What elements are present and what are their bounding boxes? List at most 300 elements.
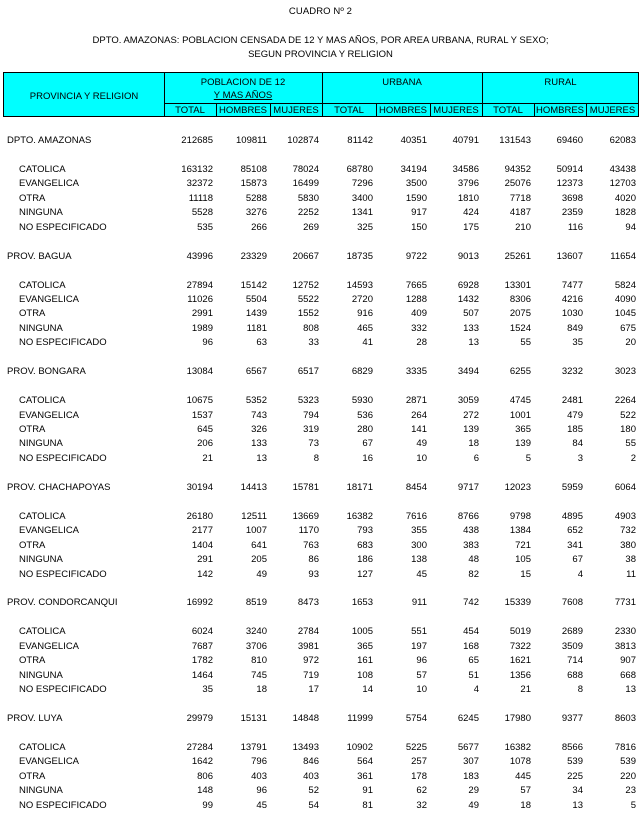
cell-rural-mujeres: 7816 [614,742,636,753]
cell-rural-mujeres: 2330 [614,626,636,637]
cell-urbana-total: 161 [357,655,373,666]
header-poblacion-line-2: Y MAS AÑOS [213,90,273,101]
cell-urbana-mujeres: 40791 [452,135,479,146]
header-rural: RURAL [544,77,577,88]
cell-poblacion-total: 26180 [186,511,213,522]
cell-urbana-hombres: 10 [416,684,427,695]
cell-rural-mujeres: 38 [625,554,636,565]
cell-rural-mujeres: 20 [625,337,636,348]
cell-rural-hombres: 688 [567,670,583,681]
header-poblacion-hombres: HOMBRES [218,105,268,116]
cell-rural-mujeres: 6064 [614,482,636,493]
table-row [0,279,641,293]
religion-label: NO ESPECIFICADO [19,337,107,348]
cell-urbana-total: 1341 [351,207,373,218]
cell-urbana-hombres: 5225 [405,742,427,753]
table-row [0,221,641,235]
cell-rural-mujeres: 522 [620,410,636,421]
cell-poblacion-mujeres: 8 [313,453,319,464]
cell-urbana-hombres: 150 [411,222,427,233]
religion-label: OTRA [19,655,46,666]
cell-rural-mujeres: 4090 [614,294,636,305]
section-label: PROV. BAGUA [7,251,72,262]
cell-urbana-total: 325 [357,222,373,233]
table-title-line-2: SEGUN PROVINCIA Y RELIGION [248,49,393,60]
cell-poblacion-mujeres: 5323 [297,395,319,406]
religion-label: EVANGELICA [19,756,80,767]
cell-rural-hombres: 4 [577,569,583,580]
table-row [0,510,641,524]
cell-poblacion-hombres: 810 [251,655,267,666]
cell-rural-total: 7718 [509,193,531,204]
religion-label: NINGUNA [19,785,63,796]
cell-urbana-hombres: 300 [411,540,427,551]
cell-rural-total: 4187 [509,207,531,218]
table-row [0,625,641,639]
cell-poblacion-mujeres: 15781 [292,482,319,493]
cell-urbana-mujeres: 272 [463,410,479,421]
section-total-row [0,365,641,379]
cell-poblacion-hombres: 6567 [245,366,267,377]
header-rural-mujeres: MUJERES [589,105,636,116]
cell-rural-mujeres: 11654 [610,251,636,262]
religion-label: NO ESPECIFICADO [19,453,107,464]
cell-rural-total: 9798 [509,511,531,522]
religion-label: NO ESPECIFICADO [19,569,107,580]
header-poblacion-total: TOTAL [175,105,205,116]
cell-poblacion-total: 11026 [187,294,213,305]
cell-rural-total: 17980 [504,713,531,724]
cell-rural-hombres: 3509 [561,641,583,652]
cell-poblacion-hombres: 45 [256,800,267,811]
cell-poblacion-mujeres: 269 [303,222,319,233]
cell-urbana-hombres: 551 [411,626,427,637]
cell-urbana-total: 916 [357,308,373,319]
cell-poblacion-total: 35 [202,684,213,695]
cell-urbana-mujeres: 742 [463,597,479,608]
cell-urbana-mujeres: 307 [463,756,479,767]
cell-poblacion-mujeres: 13669 [292,511,319,522]
cell-urbana-mujeres: 48 [468,554,479,565]
cell-rural-hombres: 9377 [561,713,583,724]
table-row [0,524,641,538]
cell-poblacion-hombres: 23329 [240,251,267,262]
cell-urbana-hombres: 5754 [405,713,427,724]
cell-urbana-total: 280 [357,424,373,435]
cell-rural-total: 1078 [509,756,531,767]
cell-rural-total: 15 [520,569,531,580]
religion-label: CATOLICA [19,626,66,637]
religion-label: CATOLICA [19,280,66,291]
table-row [0,683,641,697]
header-urbana: URBANA [382,77,422,88]
religion-label: NINGUNA [19,554,63,565]
cell-urbana-mujeres: 1432 [457,294,479,305]
cell-poblacion-mujeres: 808 [303,323,319,334]
cell-poblacion-hombres: 266 [251,222,267,233]
cell-rural-hombres: 479 [567,410,583,421]
cell-poblacion-total: 806 [197,771,213,782]
cell-poblacion-total: 1782 [191,655,213,666]
cell-urbana-mujeres: 168 [463,641,479,652]
cell-rural-total: 1524 [509,323,531,334]
cell-rural-hombres: 84 [572,438,583,449]
table-row [0,640,641,654]
cell-poblacion-mujeres: 102874 [287,135,319,146]
section-label: PROV. LUYA [7,713,63,724]
cell-rural-mujeres: 13 [625,684,636,695]
cell-poblacion-mujeres: 8473 [297,597,319,608]
cell-rural-hombres: 3698 [561,193,583,204]
religion-label: EVANGELICA [19,525,80,536]
table-row [0,654,641,668]
cell-rural-mujeres: 2 [630,453,636,464]
cell-rural-total: 139 [515,438,531,449]
cell-urbana-mujeres: 65 [468,655,479,666]
cell-rural-mujeres: 8603 [614,713,636,724]
cell-poblacion-total: 1989 [191,323,213,334]
header-poblacion-line-1: POBLACION DE 12 [200,77,286,88]
cell-urbana-mujeres: 49 [468,800,479,811]
cell-poblacion-total: 30194 [186,482,213,493]
table-row [0,553,641,567]
cell-poblacion-total: 6024 [191,626,213,637]
cell-poblacion-hombres: 5288 [245,193,267,204]
religion-label: NINGUNA [19,438,63,449]
table-row [0,669,641,683]
cell-urbana-hombres: 3500 [405,178,427,189]
table-row [0,307,641,321]
cell-urbana-total: 1653 [351,597,373,608]
cell-rural-mujeres: 23 [625,785,636,796]
cell-poblacion-total: 535 [197,222,213,233]
cell-urbana-mujeres: 438 [463,525,479,536]
cell-urbana-total: 81142 [347,135,373,146]
cell-urbana-total: 536 [357,410,373,421]
cell-rural-total: 105 [515,554,531,565]
cell-poblacion-mujeres: 13493 [292,742,319,753]
cell-poblacion-hombres: 14413 [240,482,267,493]
cell-rural-hombres: 7477 [561,280,583,291]
section-label: PROV. BONGARA [7,366,86,377]
cell-urbana-hombres: 10 [416,453,427,464]
cell-poblacion-mujeres: 54 [308,800,319,811]
cell-urbana-hombres: 355 [411,525,427,536]
religion-label: NINGUNA [19,323,63,334]
cell-rural-mujeres: 5824 [614,280,636,291]
cell-rural-mujeres: 4903 [614,511,636,522]
cell-rural-hombres: 652 [567,525,583,536]
cell-poblacion-mujeres: 763 [303,540,319,551]
cell-rural-mujeres: 43438 [609,164,636,175]
cell-urbana-mujeres: 51 [468,670,479,681]
cell-urbana-hombres: 8454 [405,482,427,493]
religion-label: OTRA [19,771,46,782]
religion-label: EVANGELICA [19,410,80,421]
cell-poblacion-total: 2177 [191,525,213,536]
section-total-row [0,134,641,148]
cell-urbana-hombres: 7665 [405,280,427,291]
cell-urbana-mujeres: 3796 [457,178,479,189]
cell-poblacion-total: 148 [197,785,213,796]
cell-rural-hombres: 8 [577,684,583,695]
cell-rural-hombres: 5959 [561,482,583,493]
religion-label: NINGUNA [19,207,63,218]
cell-poblacion-hombres: 3240 [245,626,267,637]
cell-rural-total: 21 [520,684,531,695]
cell-rural-hombres: 13607 [556,251,583,262]
cell-poblacion-total: 16992 [186,597,213,608]
cell-rural-total: 15339 [504,597,531,608]
cell-poblacion-mujeres: 846 [303,756,319,767]
cell-urbana-total: 365 [357,641,373,652]
cell-poblacion-mujeres: 794 [303,410,319,421]
cell-poblacion-hombres: 96 [256,785,267,796]
cell-urbana-total: 14 [362,684,373,695]
cell-poblacion-total: 96 [202,337,213,348]
religion-label: CATOLICA [19,742,66,753]
cell-urbana-total: 2720 [351,294,373,305]
cell-rural-mujeres: 7731 [614,597,636,608]
cell-poblacion-total: 27284 [186,742,213,753]
cell-poblacion-hombres: 1007 [245,525,267,536]
cell-urbana-total: 5930 [351,395,373,406]
table-row [0,322,641,336]
cell-urbana-hombres: 141 [411,424,427,435]
cell-urbana-mujeres: 13 [468,337,479,348]
table-row [0,206,641,220]
cell-urbana-total: 127 [357,569,373,580]
cell-poblacion-mujeres: 972 [303,655,319,666]
cell-poblacion-hombres: 8519 [245,597,267,608]
cell-rural-mujeres: 907 [620,655,636,666]
cell-urbana-total: 3400 [351,193,373,204]
cell-poblacion-hombres: 85108 [240,164,267,175]
cell-poblacion-total: 645 [197,424,213,435]
cell-urbana-total: 1005 [351,626,373,637]
cell-urbana-total: 18735 [346,251,373,262]
cell-rural-mujeres: 5 [630,800,636,811]
header-poblacion-mujeres: MUJERES [273,105,319,116]
cell-poblacion-hombres: 15131 [240,713,267,724]
cell-poblacion-total: 163132 [181,164,213,175]
cell-poblacion-total: 206 [197,438,213,449]
cell-poblacion-mujeres: 17 [308,684,319,695]
table-row [0,293,641,307]
cell-poblacion-total: 21 [202,453,213,464]
cell-poblacion-total: 1642 [191,756,213,767]
cell-urbana-total: 683 [357,540,373,551]
cell-rural-hombres: 34 [572,785,583,796]
cell-poblacion-total: 212685 [181,135,213,146]
cell-poblacion-hombres: 109811 [236,135,267,146]
cell-urbana-total: 6829 [351,366,373,377]
cell-rural-total: 94352 [504,164,531,175]
table-row [0,177,641,191]
religion-label: CATOLICA [19,164,66,175]
table-row [0,409,641,423]
cell-poblacion-hombres: 326 [251,424,267,435]
cell-rural-mujeres: 380 [620,540,636,551]
cell-poblacion-mujeres: 1170 [298,525,319,536]
cell-rural-hombres: 4895 [561,511,583,522]
cell-urbana-hombres: 28 [416,337,427,348]
cell-poblacion-mujeres: 93 [308,569,319,580]
cell-urbana-hombres: 45 [416,569,427,580]
cell-urbana-total: 10902 [346,742,373,753]
religion-label: OTRA [19,193,46,204]
cell-urbana-hombres: 9722 [405,251,427,262]
table-row [0,163,641,177]
cell-rural-hombres: 4216 [561,294,583,305]
religion-label: NO ESPECIFICADO [19,800,107,811]
cell-rural-mujeres: 732 [620,525,636,536]
cell-urbana-hombres: 3335 [405,366,427,377]
cell-poblacion-total: 32372 [186,178,213,189]
cell-rural-mujeres: 12703 [609,178,636,189]
cell-poblacion-mujeres: 3981 [297,641,319,652]
cell-rural-total: 131543 [499,135,531,146]
cell-poblacion-hombres: 3276 [245,207,267,218]
cell-urbana-hombres: 257 [411,756,427,767]
cell-urbana-total: 16382 [346,511,373,522]
table-title-line-1: DPTO. AMAZONAS: POBLACION CENSADA DE 12 Y MAS AÑOS, POR AREA URBANA, RURAL Y SEXO; [92,35,549,46]
cell-rural-total: 721 [515,540,531,551]
cell-poblacion-mujeres: 12752 [292,280,319,291]
cell-urbana-total: 41 [362,337,373,348]
cell-poblacion-hombres: 1439 [245,308,267,319]
section-total-row [0,712,641,726]
cell-rural-total: 1356 [509,670,531,681]
cell-urbana-total: 564 [357,756,373,767]
cell-urbana-total: 68780 [346,164,373,175]
section-label: PROV. CHACHAPOYAS [7,482,111,493]
cell-rural-mujeres: 539 [620,756,636,767]
table-number: CUADRO Nº 2 [288,6,353,17]
cell-poblacion-hombres: 12511 [241,511,267,522]
table-row [0,755,641,769]
religion-label: EVANGELICA [19,178,80,189]
cell-urbana-mujeres: 29 [468,785,479,796]
cell-rural-hombres: 1030 [561,308,583,319]
header-rural-hombres: HOMBRES [535,105,585,116]
religion-label: OTRA [19,540,46,551]
cell-urbana-hombres: 264 [411,410,427,421]
religion-label: NO ESPECIFICADO [19,222,107,233]
cell-urbana-mujeres: 82 [468,569,479,580]
cell-urbana-total: 361 [357,771,373,782]
cell-urbana-mujeres: 175 [463,222,479,233]
cell-rural-hombres: 185 [567,424,583,435]
cell-poblacion-mujeres: 14848 [292,713,319,724]
cell-rural-mujeres: 2264 [614,395,636,406]
cell-rural-total: 57 [520,785,531,796]
table-row [0,568,641,582]
cell-rural-total: 2075 [509,308,531,319]
cell-urbana-total: 186 [357,554,373,565]
cell-rural-hombres: 3 [577,453,583,464]
cell-poblacion-hombres: 63 [256,337,267,348]
cell-rural-total: 55 [520,337,531,348]
cell-poblacion-mujeres: 2784 [297,626,319,637]
cell-poblacion-total: 2991 [191,308,213,319]
section-label: PROV. CONDORCANQUI [7,597,118,608]
cell-urbana-hombres: 49 [416,438,427,449]
cell-poblacion-hombres: 5504 [245,294,267,305]
cell-rural-hombres: 2359 [561,207,583,218]
table-row [0,539,641,553]
cell-poblacion-mujeres: 719 [303,670,319,681]
cell-urbana-hombres: 32 [416,800,427,811]
cell-rural-hombres: 225 [567,771,583,782]
cell-rural-total: 16382 [504,742,531,753]
cell-rural-total: 8306 [509,294,531,305]
section-total-row [0,481,641,495]
cell-rural-total: 6255 [509,366,531,377]
cell-urbana-hombres: 1288 [405,294,427,305]
cell-poblacion-total: 27894 [186,280,213,291]
cell-poblacion-mujeres: 5830 [297,193,319,204]
cell-urbana-mujeres: 454 [463,626,479,637]
cell-urbana-mujeres: 18 [468,438,479,449]
cell-urbana-mujeres: 6245 [457,713,479,724]
cell-rural-mujeres: 1045 [614,308,636,319]
religion-label: OTRA [19,308,46,319]
cell-urbana-mujeres: 383 [463,540,479,551]
cell-urbana-hombres: 7616 [405,511,427,522]
cell-rural-mujeres: 675 [620,323,636,334]
cell-rural-hombres: 116 [567,222,583,233]
cell-urbana-hombres: 911 [411,597,427,608]
table-row [0,741,641,755]
cell-urbana-mujeres: 34586 [452,164,479,175]
cell-urbana-mujeres: 1810 [457,193,479,204]
cell-urbana-mujeres: 9013 [457,251,479,262]
cell-urbana-hombres: 332 [411,323,427,334]
table-row [0,799,641,813]
cell-rural-hombres: 539 [567,756,583,767]
cell-urbana-mujeres: 9717 [457,482,479,493]
cell-urbana-mujeres: 6 [473,453,479,464]
cell-urbana-mujeres: 3494 [457,366,479,377]
cell-rural-hombres: 2689 [561,626,583,637]
cell-urbana-hombres: 917 [411,207,427,218]
cell-rural-total: 1001 [509,410,531,421]
cell-rural-total: 12023 [504,482,531,493]
cell-urbana-mujeres: 6928 [457,280,479,291]
header-provincia-religion: PROVINCIA Y RELIGION [29,91,139,102]
cell-rural-mujeres: 4020 [614,193,636,204]
cell-poblacion-mujeres: 403 [303,771,319,782]
cell-rural-total: 4745 [509,395,531,406]
cell-rural-mujeres: 668 [620,670,636,681]
cell-rural-hombres: 35 [572,337,583,348]
cell-poblacion-mujeres: 1552 [297,308,319,319]
cell-rural-hombres: 69460 [556,135,583,146]
cell-rural-hombres: 341 [567,540,583,551]
cell-poblacion-hombres: 1181 [246,323,267,334]
cell-poblacion-hombres: 743 [251,410,267,421]
section-label: DPTO. AMAZONAS [7,135,92,146]
cell-urbana-total: 465 [357,323,373,334]
cell-urbana-hombres: 40351 [400,135,427,146]
cell-rural-mujeres: 220 [620,771,636,782]
cell-poblacion-total: 29979 [186,713,213,724]
cell-poblacion-hombres: 15142 [240,280,267,291]
cell-rural-total: 7322 [509,641,531,652]
cell-urbana-total: 7296 [351,178,373,189]
table-row [0,437,641,451]
